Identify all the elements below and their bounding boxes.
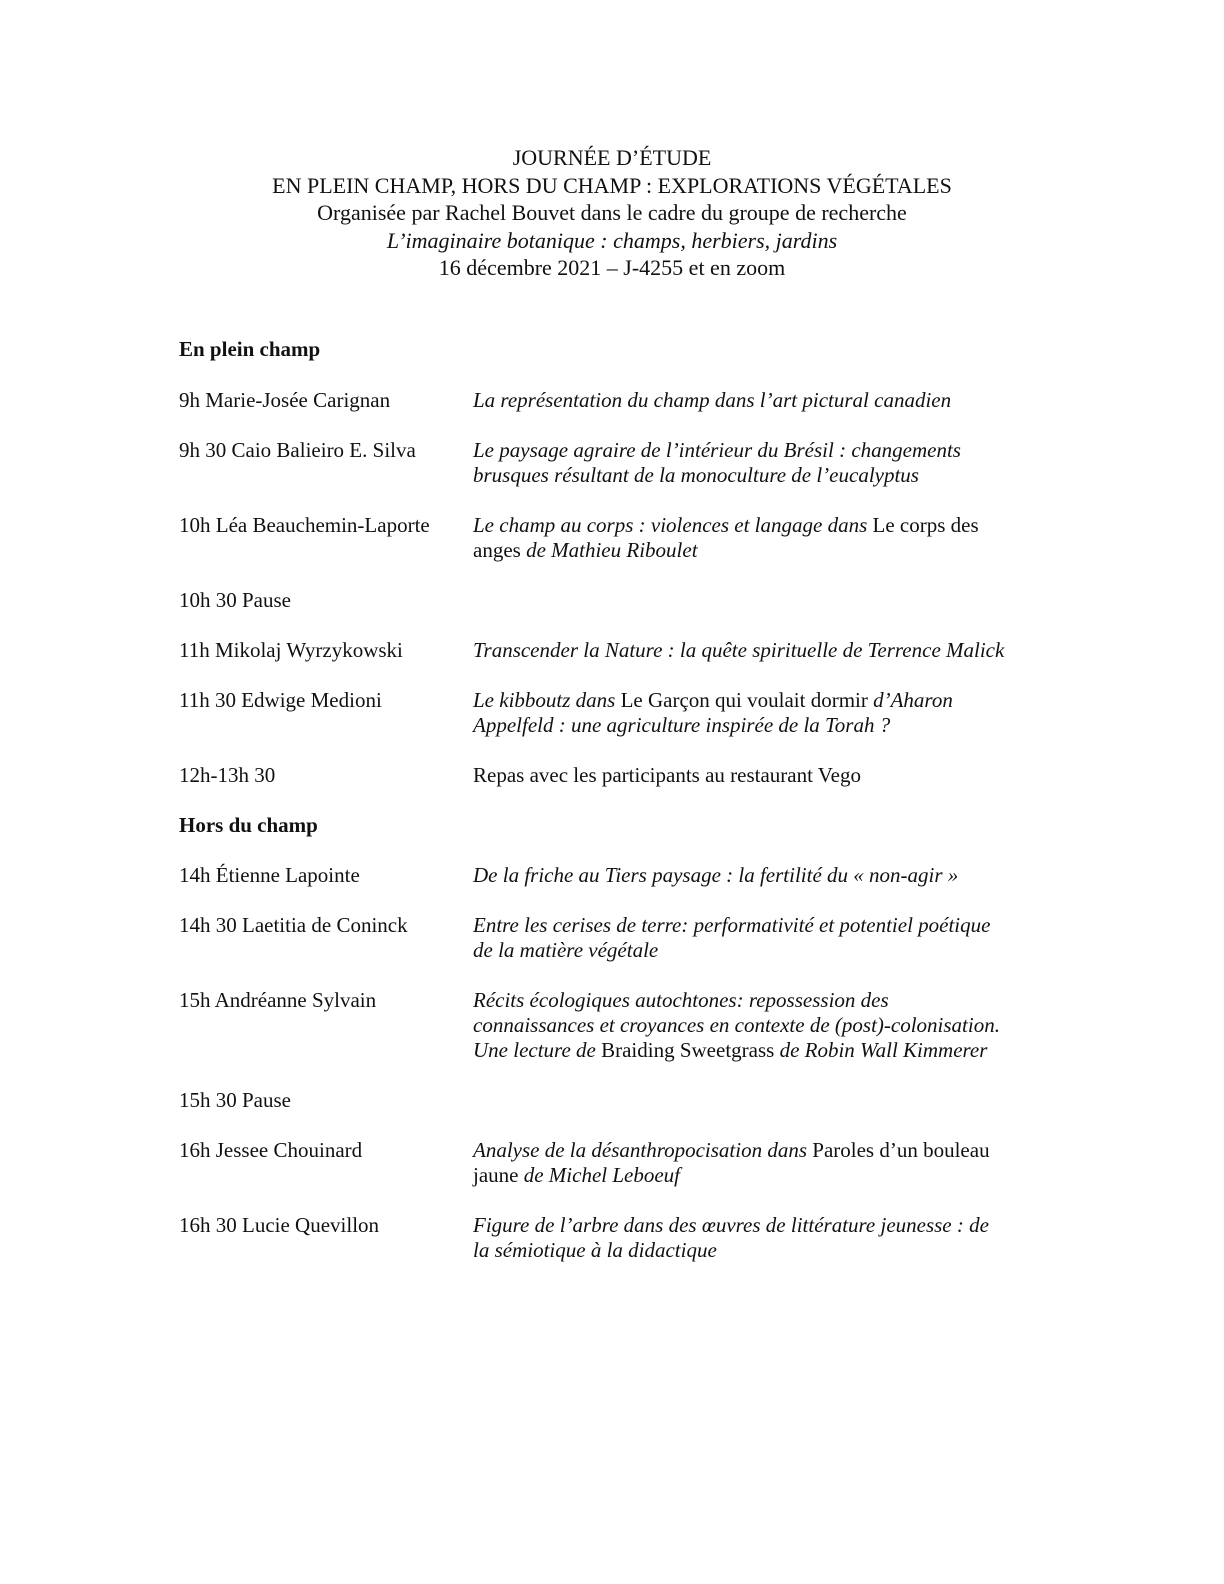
talk-title-line — [473, 688, 1043, 713]
talk-title — [473, 763, 1043, 788]
talk-title-line — [473, 513, 1043, 538]
talk-title — [473, 388, 1043, 413]
talk-title-line — [473, 1163, 1043, 1188]
time-speaker: 15h 30 Pause — [179, 1088, 291, 1112]
work-title: Paroles d’un bouleau — [812, 1138, 990, 1162]
document-header — [0, 144, 1224, 282]
research-group: L’imaginaire botanique : champs, herbiers, jardins — [386, 227, 838, 253]
talk-title-line — [473, 1238, 1043, 1263]
title-text: Transcender la Nature : la quête spirituelle de Terrence Malick — [473, 638, 1005, 662]
talk-title-line — [473, 638, 1043, 663]
event-title: EN PLEIN CHAMP, HORS DU CHAMP : EXPLORATIONS VÉGÉTALES — [272, 172, 952, 198]
talk-title-line — [473, 713, 1043, 738]
work-title: anges — [473, 538, 521, 562]
title-text: Figure de l’arbre dans des œuvres de littérature jeunesse : de — [473, 1213, 989, 1237]
time-speaker: 16h Jessee Chouinard — [179, 1138, 363, 1162]
title-text: de Robin Wall Kimmerer — [774, 1038, 988, 1062]
talk-title-line — [473, 1138, 1043, 1163]
time-speaker: 16h 30 Lucie Quevillon — [179, 1213, 380, 1237]
talk-title-line — [473, 1038, 1043, 1063]
time-speaker: 9h Marie-Josée Carignan — [179, 388, 391, 412]
time-speaker: 11h 30 Edwige Medioni — [179, 688, 382, 712]
title-text: La représentation du champ dans l’art pictural canadien — [473, 388, 952, 412]
title-text: Entre les cerises de terre: performativité et potentiel poétique — [473, 913, 991, 937]
talk-title — [473, 1213, 1043, 1263]
talk-title — [473, 1138, 1043, 1188]
time-speaker: 10h 30 Pause — [179, 588, 291, 612]
section-heading-en-plein-champ: En plein champ — [179, 337, 321, 361]
talk-title-line — [473, 1013, 1043, 1038]
title-text: brusques résultant de la monoculture de l’eucalyptus — [473, 463, 919, 487]
talk-title-line — [473, 1213, 1043, 1238]
title-text: de Michel Leboeuf — [518, 1163, 681, 1187]
talk-title-line — [473, 913, 1043, 938]
title-text: Récits écologiques autochtones: repossession des — [473, 988, 889, 1012]
talk-title-line — [473, 988, 1043, 1013]
talk-title-line — [473, 538, 1043, 563]
date-location: 16 décembre 2021 – J-4255 et en zoom — [438, 255, 786, 280]
title-text: la sémiotique à la didactique — [473, 1238, 717, 1262]
talk-title — [473, 688, 1043, 738]
work-title: Le Garçon qui voulait dormir — [620, 688, 868, 712]
time-speaker: 14h 30 Laetitia de Coninck — [179, 913, 408, 937]
time-speaker: 15h Andréanne Sylvain — [179, 988, 377, 1012]
time-speaker: 12h-13h 30 — [179, 763, 276, 787]
work-title: Le corps des — [872, 513, 979, 537]
talk-title — [473, 513, 1043, 563]
section-heading-hors-du-champ: Hors du champ — [179, 813, 318, 837]
talk-title-line — [473, 863, 1043, 888]
title-text: de Mathieu Riboulet — [520, 538, 698, 562]
title-text: Le champ au corps : violences et langage dans — [473, 513, 873, 537]
title-text: de la matière végétale — [473, 938, 659, 962]
talk-title-line — [473, 438, 1043, 463]
title-text: Analyse de la désanthropocisation dans — [473, 1138, 813, 1162]
talk-title-line — [473, 463, 1043, 488]
title-text: connaissances et croyances en contexte de (post)-colonisation. — [473, 1013, 1000, 1037]
talk-title — [473, 638, 1043, 663]
talk-title — [473, 863, 1043, 888]
work-title: jaune — [473, 1163, 519, 1187]
work-title: Repas avec les participants au restaurant Vego — [473, 763, 861, 787]
talk-title — [473, 438, 1043, 488]
title-text: Le kibboutz dans — [473, 688, 621, 712]
title-text: Appelfeld : une agriculture inspirée de la Torah ? — [473, 713, 891, 737]
title-text: Le paysage agraire de l’intérieur du Brésil : changements — [473, 438, 961, 462]
talk-title-line — [473, 388, 1043, 413]
work-title: Braiding Sweetgrass — [601, 1038, 775, 1062]
talk-title — [473, 988, 1043, 1063]
title-text: d’Aharon — [867, 688, 953, 712]
time-speaker: 10h Léa Beauchemin-Laporte — [179, 513, 430, 537]
time-speaker: 14h Étienne Lapointe — [179, 863, 360, 887]
time-speaker: 11h Mikolaj Wyrzykowski — [179, 638, 403, 662]
talk-title — [473, 913, 1043, 963]
organizer-line: Organisée par Rachel Bouvet dans le cadre du groupe de recherche — [317, 200, 907, 225]
time-speaker: 9h 30 Caio Balieiro E. Silva — [179, 438, 416, 462]
title-text: Une lecture de — [473, 1038, 602, 1062]
title-text: De la friche au Tiers paysage : la fertilité du « non-agir » — [473, 863, 959, 887]
talk-title-line — [473, 763, 1043, 788]
talk-title-line — [473, 938, 1043, 963]
event-type: JOURNÉE D’ÉTUDE — [512, 145, 712, 170]
